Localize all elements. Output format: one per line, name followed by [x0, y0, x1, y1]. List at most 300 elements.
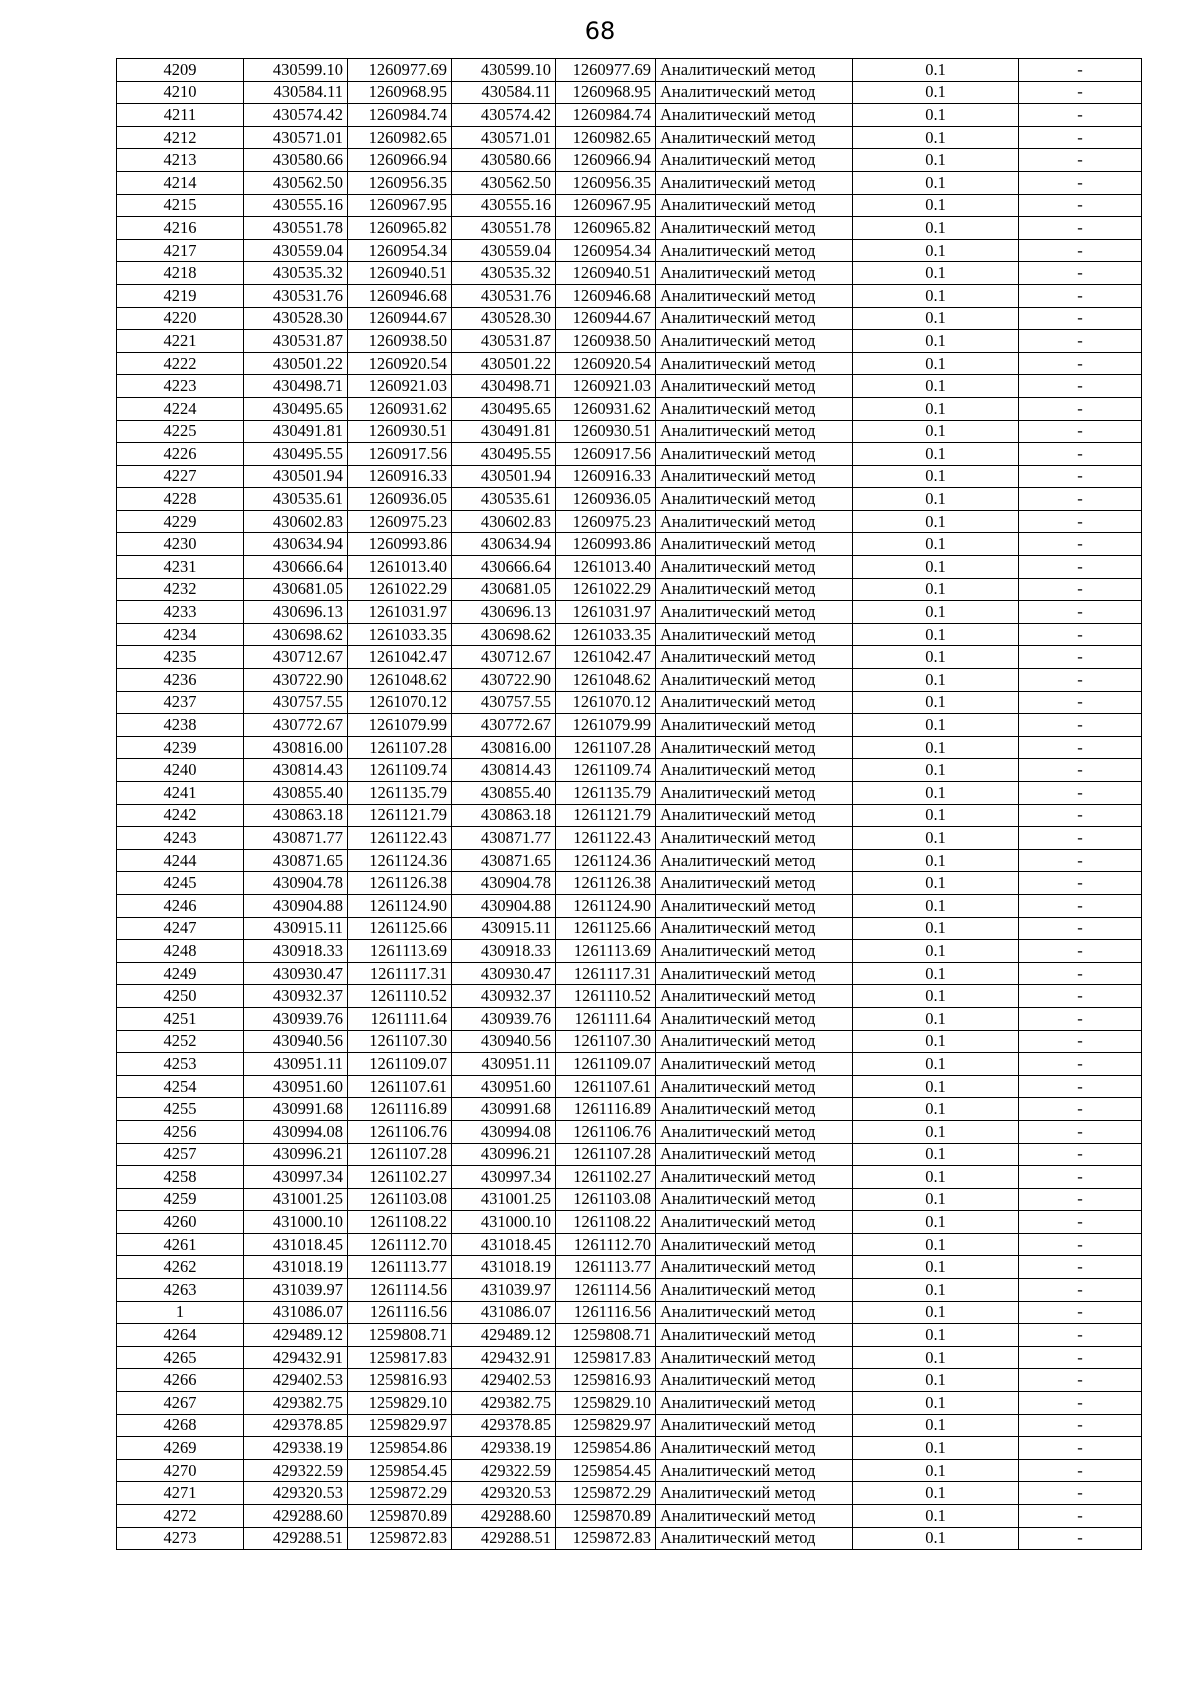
- y-coordinate-cell: 1261124.90: [348, 894, 452, 917]
- point-number-cell: 4251: [117, 1007, 244, 1030]
- accuracy-cell: 0.1: [853, 1166, 1019, 1189]
- method-cell: Аналитический метод: [656, 872, 853, 895]
- y-coordinate-alt-cell: 1260936.05: [556, 488, 656, 511]
- table-row: [117, 646, 1142, 669]
- note-cell: -: [1019, 691, 1142, 714]
- y-coordinate-alt-cell: 1261114.56: [556, 1279, 656, 1302]
- table-row: [117, 1075, 1142, 1098]
- table-row: [117, 669, 1142, 692]
- method-cell: Аналитический метод: [656, 1007, 853, 1030]
- note-cell: -: [1019, 940, 1142, 963]
- accuracy-cell: 0.1: [853, 104, 1019, 127]
- point-number-cell: 4272: [117, 1505, 244, 1528]
- x-coordinate-alt-cell: 430930.47: [452, 962, 556, 985]
- accuracy-cell: 0.1: [853, 465, 1019, 488]
- note-cell: -: [1019, 1279, 1142, 1302]
- point-number-cell: 4267: [117, 1392, 244, 1415]
- method-cell: Аналитический метод: [656, 646, 853, 669]
- y-coordinate-alt-cell: 1260954.34: [556, 239, 656, 262]
- y-coordinate-alt-cell: 1260967.95: [556, 194, 656, 217]
- y-coordinate-alt-cell: 1260944.67: [556, 307, 656, 330]
- note-cell: -: [1019, 759, 1142, 782]
- x-coordinate-cell: 430580.66: [244, 149, 348, 172]
- accuracy-cell: 0.1: [853, 669, 1019, 692]
- accuracy-cell: 0.1: [853, 171, 1019, 194]
- x-coordinate-alt-cell: 430580.66: [452, 149, 556, 172]
- accuracy-cell: 0.1: [853, 397, 1019, 420]
- x-coordinate-alt-cell: 430997.34: [452, 1166, 556, 1189]
- x-coordinate-cell: 430696.13: [244, 601, 348, 624]
- method-cell: Аналитический метод: [656, 126, 853, 149]
- table-row: [117, 1346, 1142, 1369]
- accuracy-cell: 0.1: [853, 194, 1019, 217]
- y-coordinate-alt-cell: 1259829.97: [556, 1414, 656, 1437]
- x-coordinate-cell: 430501.94: [244, 465, 348, 488]
- y-coordinate-cell: 1260954.34: [348, 239, 452, 262]
- x-coordinate-alt-cell: 429402.53: [452, 1369, 556, 1392]
- accuracy-cell: 0.1: [853, 827, 1019, 850]
- point-number-cell: 1: [117, 1301, 244, 1324]
- accuracy-cell: 0.1: [853, 1369, 1019, 1392]
- y-coordinate-cell: 1261113.77: [348, 1256, 452, 1279]
- accuracy-cell: 0.1: [853, 1279, 1019, 1302]
- method-cell: Аналитический метод: [656, 1346, 853, 1369]
- accuracy-cell: 0.1: [853, 217, 1019, 240]
- accuracy-cell: 0.1: [853, 1527, 1019, 1550]
- table-row: [117, 1392, 1142, 1415]
- note-cell: -: [1019, 465, 1142, 488]
- note-cell: -: [1019, 1053, 1142, 1076]
- accuracy-cell: 0.1: [853, 736, 1019, 759]
- accuracy-cell: 0.1: [853, 849, 1019, 872]
- note-cell: -: [1019, 1459, 1142, 1482]
- method-cell: Аналитический метод: [656, 827, 853, 850]
- table-row: [117, 1053, 1142, 1076]
- accuracy-cell: 0.1: [853, 262, 1019, 285]
- point-number-cell: 4243: [117, 827, 244, 850]
- accuracy-cell: 0.1: [853, 1482, 1019, 1505]
- y-coordinate-alt-cell: 1261121.79: [556, 804, 656, 827]
- accuracy-cell: 0.1: [853, 1437, 1019, 1460]
- method-cell: Аналитический метод: [656, 194, 853, 217]
- table-row: [117, 827, 1142, 850]
- x-coordinate-alt-cell: 430574.42: [452, 104, 556, 127]
- note-cell: -: [1019, 1188, 1142, 1211]
- x-coordinate-cell: 430932.37: [244, 985, 348, 1008]
- y-coordinate-cell: 1260966.94: [348, 149, 452, 172]
- table-body: [117, 59, 1142, 1550]
- y-coordinate-cell: 1260916.33: [348, 465, 452, 488]
- point-number-cell: 4271: [117, 1482, 244, 1505]
- method-cell: Аналитический метод: [656, 1324, 853, 1347]
- table-row: [117, 894, 1142, 917]
- point-number-cell: 4225: [117, 420, 244, 443]
- note-cell: -: [1019, 1098, 1142, 1121]
- note-cell: -: [1019, 126, 1142, 149]
- method-cell: Аналитический метод: [656, 1301, 853, 1324]
- x-coordinate-alt-cell: 430501.22: [452, 352, 556, 375]
- y-coordinate-alt-cell: 1259829.10: [556, 1392, 656, 1415]
- x-coordinate-cell: 430930.47: [244, 962, 348, 985]
- method-cell: Аналитический метод: [656, 1369, 853, 1392]
- y-coordinate-cell: 1261070.12: [348, 691, 452, 714]
- x-coordinate-alt-cell: 430528.30: [452, 307, 556, 330]
- point-number-cell: 4239: [117, 736, 244, 759]
- table-row: [117, 149, 1142, 172]
- point-number-cell: 4245: [117, 872, 244, 895]
- y-coordinate-alt-cell: 1261125.66: [556, 917, 656, 940]
- method-cell: Аналитический метод: [656, 59, 853, 82]
- y-coordinate-alt-cell: 1260930.51: [556, 420, 656, 443]
- accuracy-cell: 0.1: [853, 556, 1019, 579]
- y-coordinate-cell: 1260930.51: [348, 420, 452, 443]
- x-coordinate-cell: 430757.55: [244, 691, 348, 714]
- y-coordinate-alt-cell: 1261116.56: [556, 1301, 656, 1324]
- y-coordinate-alt-cell: 1259854.45: [556, 1459, 656, 1482]
- x-coordinate-cell: 430491.81: [244, 420, 348, 443]
- accuracy-cell: 0.1: [853, 443, 1019, 466]
- x-coordinate-alt-cell: 430816.00: [452, 736, 556, 759]
- note-cell: -: [1019, 1233, 1142, 1256]
- point-number-cell: 4269: [117, 1437, 244, 1460]
- method-cell: Аналитический метод: [656, 894, 853, 917]
- x-coordinate-alt-cell: 430939.76: [452, 1007, 556, 1030]
- y-coordinate-cell: 1261110.52: [348, 985, 452, 1008]
- y-coordinate-cell: 1260967.95: [348, 194, 452, 217]
- accuracy-cell: 0.1: [853, 307, 1019, 330]
- y-coordinate-cell: 1260921.03: [348, 375, 452, 398]
- accuracy-cell: 0.1: [853, 1120, 1019, 1143]
- x-coordinate-alt-cell: 430696.13: [452, 601, 556, 624]
- point-number-cell: 4224: [117, 397, 244, 420]
- x-coordinate-cell: 430531.76: [244, 284, 348, 307]
- x-coordinate-alt-cell: 430551.78: [452, 217, 556, 240]
- table-row: [117, 330, 1142, 353]
- y-coordinate-alt-cell: 1261106.76: [556, 1120, 656, 1143]
- x-coordinate-alt-cell: 429432.91: [452, 1346, 556, 1369]
- table-row: [117, 397, 1142, 420]
- point-number-cell: 4261: [117, 1233, 244, 1256]
- method-cell: Аналитический метод: [656, 985, 853, 1008]
- y-coordinate-cell: 1261108.22: [348, 1211, 452, 1234]
- method-cell: Аналитический метод: [656, 149, 853, 172]
- x-coordinate-cell: 430562.50: [244, 171, 348, 194]
- x-coordinate-cell: 430772.67: [244, 714, 348, 737]
- accuracy-cell: 0.1: [853, 330, 1019, 353]
- x-coordinate-cell: 430871.77: [244, 827, 348, 850]
- table-row: [117, 1369, 1142, 1392]
- y-coordinate-cell: 1261106.76: [348, 1120, 452, 1143]
- x-coordinate-cell: 431000.10: [244, 1211, 348, 1234]
- method-cell: Аналитический метод: [656, 284, 853, 307]
- x-coordinate-cell: 431018.19: [244, 1256, 348, 1279]
- method-cell: Аналитический метод: [656, 104, 853, 127]
- accuracy-cell: 0.1: [853, 1324, 1019, 1347]
- y-coordinate-cell: 1261107.28: [348, 1143, 452, 1166]
- accuracy-cell: 0.1: [853, 940, 1019, 963]
- accuracy-cell: 0.1: [853, 714, 1019, 737]
- x-coordinate-cell: 430528.30: [244, 307, 348, 330]
- accuracy-cell: 0.1: [853, 894, 1019, 917]
- method-cell: Аналитический метод: [656, 759, 853, 782]
- table-row: [117, 714, 1142, 737]
- point-number-cell: 4223: [117, 375, 244, 398]
- table-row: [117, 872, 1142, 895]
- x-coordinate-cell: 429402.53: [244, 1369, 348, 1392]
- accuracy-cell: 0.1: [853, 533, 1019, 556]
- y-coordinate-cell: 1261013.40: [348, 556, 452, 579]
- method-cell: Аналитический метод: [656, 1505, 853, 1528]
- x-coordinate-alt-cell: 430535.32: [452, 262, 556, 285]
- point-number-cell: 4254: [117, 1075, 244, 1098]
- method-cell: Аналитический метод: [656, 578, 853, 601]
- x-coordinate-alt-cell: 430495.55: [452, 443, 556, 466]
- y-coordinate-alt-cell: 1261107.28: [556, 736, 656, 759]
- table-row: [117, 1211, 1142, 1234]
- x-coordinate-cell: 429320.53: [244, 1482, 348, 1505]
- x-coordinate-alt-cell: 430698.62: [452, 623, 556, 646]
- x-coordinate-alt-cell: 431018.19: [452, 1256, 556, 1279]
- method-cell: Аналитический метод: [656, 1482, 853, 1505]
- y-coordinate-alt-cell: 1260984.74: [556, 104, 656, 127]
- y-coordinate-cell: 1259872.29: [348, 1482, 452, 1505]
- y-coordinate-alt-cell: 1261110.52: [556, 985, 656, 1008]
- y-coordinate-cell: 1261125.66: [348, 917, 452, 940]
- y-coordinate-alt-cell: 1261079.99: [556, 714, 656, 737]
- y-coordinate-cell: 1261114.56: [348, 1279, 452, 1302]
- x-coordinate-alt-cell: 430871.65: [452, 849, 556, 872]
- y-coordinate-alt-cell: 1261109.07: [556, 1053, 656, 1076]
- accuracy-cell: 0.1: [853, 59, 1019, 82]
- x-coordinate-alt-cell: 429378.85: [452, 1414, 556, 1437]
- y-coordinate-cell: 1259829.97: [348, 1414, 452, 1437]
- x-coordinate-cell: 431001.25: [244, 1188, 348, 1211]
- note-cell: -: [1019, 194, 1142, 217]
- accuracy-cell: 0.1: [853, 1007, 1019, 1030]
- table-row: [117, 1256, 1142, 1279]
- y-coordinate-alt-cell: 1261111.64: [556, 1007, 656, 1030]
- y-coordinate-cell: 1261122.43: [348, 827, 452, 850]
- point-number-cell: 4242: [117, 804, 244, 827]
- x-coordinate-cell: 431018.45: [244, 1233, 348, 1256]
- table-row: [117, 736, 1142, 759]
- coordinates-table: [116, 58, 1142, 1550]
- x-coordinate-cell: 430551.78: [244, 217, 348, 240]
- table-row: [117, 1301, 1142, 1324]
- method-cell: Аналитический метод: [656, 917, 853, 940]
- table-row: [117, 375, 1142, 398]
- note-cell: -: [1019, 556, 1142, 579]
- y-coordinate-cell: 1260944.67: [348, 307, 452, 330]
- method-cell: Аналитический метод: [656, 804, 853, 827]
- y-coordinate-cell: 1259817.83: [348, 1346, 452, 1369]
- method-cell: Аналитический метод: [656, 420, 853, 443]
- x-coordinate-cell: 430904.88: [244, 894, 348, 917]
- note-cell: -: [1019, 894, 1142, 917]
- x-coordinate-alt-cell: 430599.10: [452, 59, 556, 82]
- note-cell: -: [1019, 307, 1142, 330]
- x-coordinate-alt-cell: 429338.19: [452, 1437, 556, 1460]
- note-cell: -: [1019, 397, 1142, 420]
- table-row: [117, 1437, 1142, 1460]
- y-coordinate-cell: 1260975.23: [348, 510, 452, 533]
- y-coordinate-alt-cell: 1261117.31: [556, 962, 656, 985]
- table-row: [117, 239, 1142, 262]
- y-coordinate-alt-cell: 1260920.54: [556, 352, 656, 375]
- note-cell: -: [1019, 1120, 1142, 1143]
- note-cell: -: [1019, 1211, 1142, 1234]
- table-row: [117, 691, 1142, 714]
- y-coordinate-cell: 1259829.10: [348, 1392, 452, 1415]
- table-row: [117, 81, 1142, 104]
- table-row: [117, 985, 1142, 1008]
- point-number-cell: 4238: [117, 714, 244, 737]
- y-coordinate-alt-cell: 1261124.36: [556, 849, 656, 872]
- point-number-cell: 4265: [117, 1346, 244, 1369]
- y-coordinate-alt-cell: 1260977.69: [556, 59, 656, 82]
- x-coordinate-cell: 429382.75: [244, 1392, 348, 1415]
- point-number-cell: 4226: [117, 443, 244, 466]
- method-cell: Аналитический метод: [656, 171, 853, 194]
- point-number-cell: 4209: [117, 59, 244, 82]
- table-row: [117, 1505, 1142, 1528]
- point-number-cell: 4260: [117, 1211, 244, 1234]
- x-coordinate-alt-cell: 430634.94: [452, 533, 556, 556]
- x-coordinate-cell: 430531.87: [244, 330, 348, 353]
- x-coordinate-alt-cell: 431018.45: [452, 1233, 556, 1256]
- method-cell: Аналитический метод: [656, 1392, 853, 1415]
- method-cell: Аналитический метод: [656, 962, 853, 985]
- y-coordinate-alt-cell: 1260975.23: [556, 510, 656, 533]
- x-coordinate-alt-cell: 429320.53: [452, 1482, 556, 1505]
- y-coordinate-alt-cell: 1261033.35: [556, 623, 656, 646]
- y-coordinate-cell: 1261135.79: [348, 782, 452, 805]
- method-cell: Аналитический метод: [656, 1053, 853, 1076]
- table-row: [117, 1188, 1142, 1211]
- point-number-cell: 4262: [117, 1256, 244, 1279]
- point-number-cell: 4268: [117, 1414, 244, 1437]
- table-row: [117, 601, 1142, 624]
- x-coordinate-cell: 430951.60: [244, 1075, 348, 1098]
- point-number-cell: 4253: [117, 1053, 244, 1076]
- y-coordinate-cell: 1259872.83: [348, 1527, 452, 1550]
- x-coordinate-cell: 430602.83: [244, 510, 348, 533]
- accuracy-cell: 0.1: [853, 601, 1019, 624]
- point-number-cell: 4233: [117, 601, 244, 624]
- y-coordinate-cell: 1260936.05: [348, 488, 452, 511]
- x-coordinate-alt-cell: 430814.43: [452, 759, 556, 782]
- x-coordinate-cell: 430816.00: [244, 736, 348, 759]
- point-number-cell: 4241: [117, 782, 244, 805]
- accuracy-cell: 0.1: [853, 646, 1019, 669]
- x-coordinate-alt-cell: 430951.60: [452, 1075, 556, 1098]
- y-coordinate-alt-cell: 1260956.35: [556, 171, 656, 194]
- method-cell: Аналитический метод: [656, 849, 853, 872]
- point-number-cell: 4220: [117, 307, 244, 330]
- accuracy-cell: 0.1: [853, 691, 1019, 714]
- note-cell: -: [1019, 352, 1142, 375]
- accuracy-cell: 0.1: [853, 782, 1019, 805]
- note-cell: -: [1019, 217, 1142, 240]
- accuracy-cell: 0.1: [853, 239, 1019, 262]
- point-number-cell: 4246: [117, 894, 244, 917]
- table-row: [117, 59, 1142, 82]
- y-coordinate-cell: 1261107.30: [348, 1030, 452, 1053]
- x-coordinate-alt-cell: 430681.05: [452, 578, 556, 601]
- y-coordinate-alt-cell: 1261122.43: [556, 827, 656, 850]
- table-row: [117, 940, 1142, 963]
- x-coordinate-cell: 430498.71: [244, 375, 348, 398]
- accuracy-cell: 0.1: [853, 149, 1019, 172]
- table-row: [117, 578, 1142, 601]
- note-cell: -: [1019, 1346, 1142, 1369]
- x-coordinate-cell: 430599.10: [244, 59, 348, 82]
- x-coordinate-alt-cell: 430531.87: [452, 330, 556, 353]
- accuracy-cell: 0.1: [853, 985, 1019, 1008]
- accuracy-cell: 0.1: [853, 126, 1019, 149]
- note-cell: -: [1019, 917, 1142, 940]
- note-cell: -: [1019, 262, 1142, 285]
- y-coordinate-alt-cell: 1261116.89: [556, 1098, 656, 1121]
- accuracy-cell: 0.1: [853, 1143, 1019, 1166]
- method-cell: Аналитический метод: [656, 623, 853, 646]
- y-coordinate-alt-cell: 1260966.94: [556, 149, 656, 172]
- x-coordinate-cell: 430871.65: [244, 849, 348, 872]
- table-row: [117, 849, 1142, 872]
- accuracy-cell: 0.1: [853, 1030, 1019, 1053]
- note-cell: -: [1019, 420, 1142, 443]
- x-coordinate-cell: 429432.91: [244, 1346, 348, 1369]
- note-cell: -: [1019, 284, 1142, 307]
- x-coordinate-cell: 430535.61: [244, 488, 348, 511]
- x-coordinate-cell: 430584.11: [244, 81, 348, 104]
- point-number-cell: 4215: [117, 194, 244, 217]
- table-row: [117, 1233, 1142, 1256]
- note-cell: -: [1019, 782, 1142, 805]
- table-row: [117, 307, 1142, 330]
- x-coordinate-cell: 430501.22: [244, 352, 348, 375]
- x-coordinate-cell: 430996.21: [244, 1143, 348, 1166]
- accuracy-cell: 0.1: [853, 375, 1019, 398]
- y-coordinate-cell: 1259854.86: [348, 1437, 452, 1460]
- y-coordinate-alt-cell: 1261048.62: [556, 669, 656, 692]
- note-cell: -: [1019, 171, 1142, 194]
- y-coordinate-cell: 1260938.50: [348, 330, 452, 353]
- point-number-cell: 4249: [117, 962, 244, 985]
- y-coordinate-cell: 1261103.08: [348, 1188, 452, 1211]
- x-coordinate-alt-cell: 429288.60: [452, 1505, 556, 1528]
- table-row: [117, 443, 1142, 466]
- note-cell: -: [1019, 849, 1142, 872]
- x-coordinate-alt-cell: 430491.81: [452, 420, 556, 443]
- x-coordinate-cell: 429338.19: [244, 1437, 348, 1460]
- note-cell: -: [1019, 510, 1142, 533]
- y-coordinate-alt-cell: 1260931.62: [556, 397, 656, 420]
- note-cell: -: [1019, 736, 1142, 759]
- method-cell: Аналитический метод: [656, 488, 853, 511]
- accuracy-cell: 0.1: [853, 759, 1019, 782]
- y-coordinate-cell: 1261124.36: [348, 849, 452, 872]
- x-coordinate-cell: 430495.55: [244, 443, 348, 466]
- y-coordinate-alt-cell: 1260982.65: [556, 126, 656, 149]
- point-number-cell: 4231: [117, 556, 244, 579]
- y-coordinate-cell: 1261126.38: [348, 872, 452, 895]
- table-row: [117, 782, 1142, 805]
- table-row: [117, 1482, 1142, 1505]
- x-coordinate-alt-cell: 430559.04: [452, 239, 556, 262]
- x-coordinate-alt-cell: 430535.61: [452, 488, 556, 511]
- method-cell: Аналитический метод: [656, 736, 853, 759]
